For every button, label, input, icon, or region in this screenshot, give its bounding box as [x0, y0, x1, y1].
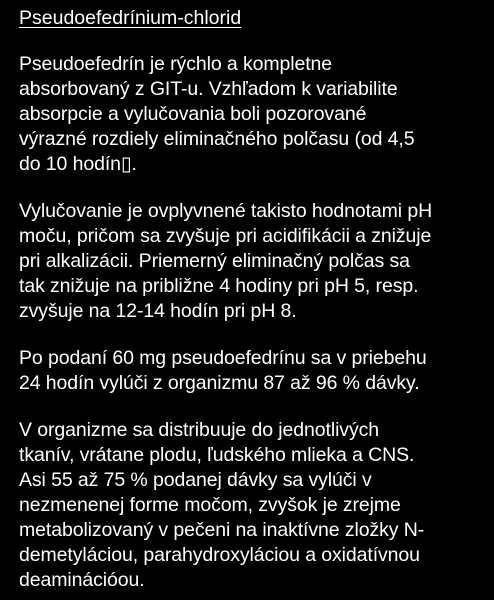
text-line: zvyšuje na 12-14 hodín pri pH 8.: [19, 300, 297, 322]
text-line: do 10 hodín▯.: [19, 153, 137, 175]
text-line: demetyláciou, parahydroxyláciou a oxidatívnou: [19, 544, 420, 566]
text-line: Pseudoefedrín je rýchlo a kompletne: [19, 53, 333, 75]
text-line: deaminációou.: [19, 569, 145, 591]
text-line: tak znižuje na približne 4 hodiny pri pH 5, resp.: [19, 275, 419, 297]
text-line: absorbovaný z GIT-u. Vzhľadom k variabilite: [19, 78, 398, 100]
text-line: metabolizovaný v pečeni na inaktívne zložky N-: [19, 519, 425, 541]
paragraph-distribution: [19, 418, 480, 593]
text-line: 24 hodín vylúči z organizmu 87 až 96 % dávky.: [19, 372, 420, 394]
text-line: Asi 55 až 75 % podanej dávky sa vylúči v: [19, 469, 372, 491]
text-line: V organizme sa distribuuje do jednotlivých: [19, 419, 379, 441]
paragraph-absorption: [19, 52, 480, 177]
text-line: výrazné rozdiely eliminačného polčasu (od 4,5: [19, 128, 415, 150]
paragraph-excretion-ph: [19, 199, 480, 324]
text-line: pri alkalizácii. Priemerný eliminačný polčas sa: [19, 250, 410, 272]
text-line: Vylučovanie je ovplyvnené takisto hodnotami pH: [19, 200, 433, 222]
paragraph-dose-excretion: [19, 346, 480, 396]
text-line: absorpcie a vylučovania boli pozorované: [19, 103, 367, 125]
document-title-link[interactable]: Pseudoefedrínium-chlorid: [19, 7, 242, 29]
text-line: tkanív, vrátane plodu, ľudského mlieka a CNS.: [19, 444, 415, 466]
text-line: nezmenenej forme močom, zvyšok je zrejme: [19, 494, 401, 516]
text-line: Po podaní 60 mg pseudoefedrínu sa v priebehu: [19, 347, 427, 369]
text-line: moču, pričom sa zvyšuje pri acidifikácii a znižuje: [19, 225, 432, 247]
